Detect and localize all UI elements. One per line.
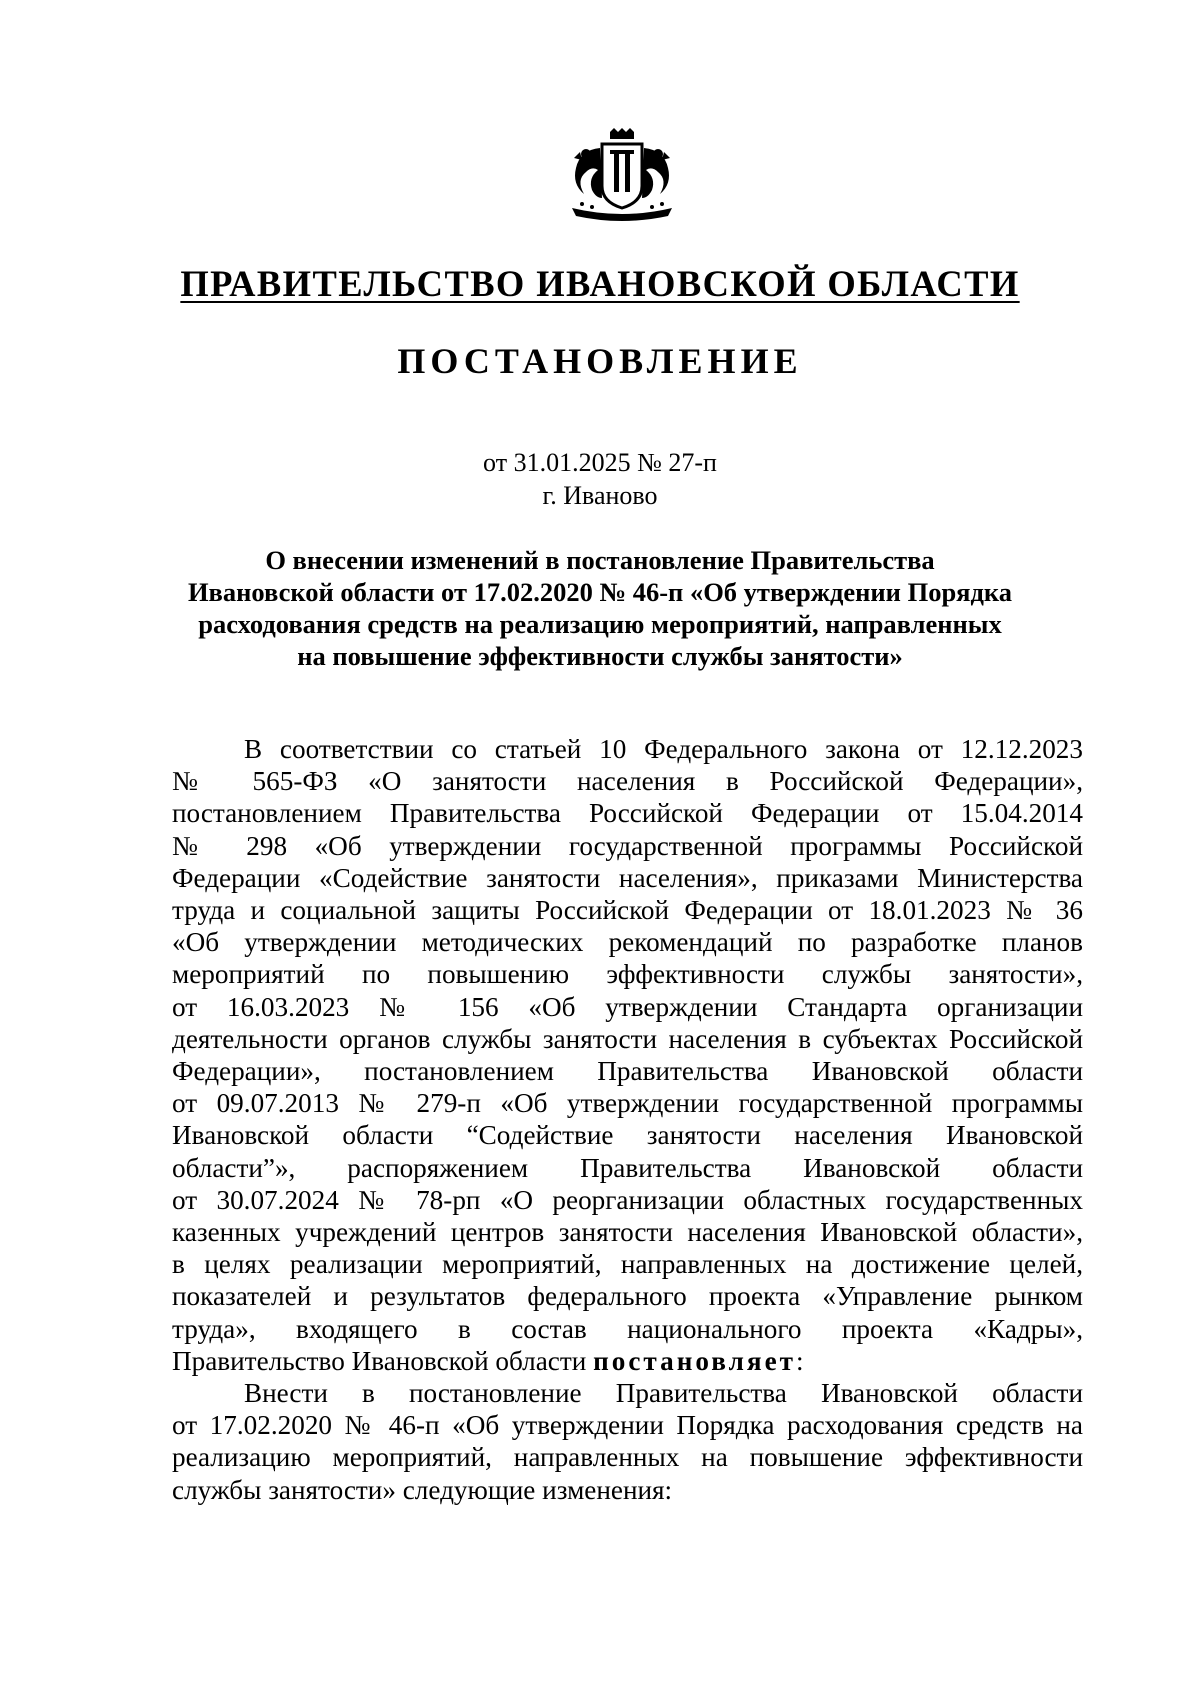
preamble-line: области”», распоряжением Правительства Ивановской области xyxy=(172,1152,1083,1183)
preamble-line: № 565-ФЗ «О занятости населения в Российской Федерации», xyxy=(172,766,1083,797)
preamble-line: деятельности органов службы занятости населения в субъектах Российской xyxy=(172,1023,1083,1054)
resolution-verb: постановляет xyxy=(593,1345,797,1376)
document-subject xyxy=(160,544,1040,672)
amend-line: Внести в постановление Правительства Ивановской области xyxy=(244,1378,1083,1409)
amend-line: службы занятости» следующие изменения: xyxy=(172,1474,673,1505)
resolution-line xyxy=(172,1345,1083,1377)
document-type: ПОСТАНОВЛЕНИЕ xyxy=(397,341,803,381)
subject-line: расходования средств на реализацию мероприятий, направленных xyxy=(198,609,1002,639)
organization-title xyxy=(0,264,1200,304)
preamble-line: постановлением Правительства Российской Федерации от 15.04.2014 xyxy=(172,798,1083,829)
resolution-suffix: : xyxy=(796,1345,804,1376)
preamble-line: труда», входящего в состав национального проекта «Кадры», xyxy=(172,1313,1083,1344)
subject-line: Ивановской области от 17.02.2020 № 46-п «Об утверждении Порядка xyxy=(187,577,1013,607)
preamble-line: в целях реализации мероприятий, направленных на достижение целей, xyxy=(172,1249,1083,1280)
preamble-line: № 298 «Об утверждении государственной программы Российской xyxy=(172,830,1083,861)
organization-name: ПРАВИТЕЛЬСТВО ИВАНОВСКОЙ ОБЛАСТИ xyxy=(180,263,1020,304)
subject-line: О внесении изменений в постановление Правительства xyxy=(265,545,935,575)
resolution-prefix: Правительство Ивановской области xyxy=(172,1345,594,1376)
amend-line: реализацию мероприятий, направленных на повышение эффективности xyxy=(172,1442,1083,1473)
preamble-line: от 09.07.2013 № 279-п «Об утверждении государственной программы xyxy=(172,1088,1083,1119)
preamble-line: мероприятий по повышению эффективности службы занятости», xyxy=(172,959,1083,990)
preamble-line: Ивановской области “Содействие занятости населения Ивановской xyxy=(172,1120,1083,1151)
subject-line: на повышение эффективности службы занятости» xyxy=(297,641,903,671)
date-and-number: от 31.01.2025 № 27-п xyxy=(483,448,717,477)
preamble-line: от 16.03.2023 № 156 «Об утверждении Стандарта организации xyxy=(172,991,1083,1022)
preamble-line: «Об утверждении методических рекомендаций по разработке планов xyxy=(172,927,1083,958)
preamble-line: показателей и результатов федерального проекта «Управление рынком xyxy=(172,1281,1083,1312)
preamble-line: В соответствии со статьей 10 Федерального закона от 12.12.2023 xyxy=(244,734,1083,764)
coat-of-arms-icon xyxy=(562,128,682,226)
city-name: г. Иваново xyxy=(542,481,658,510)
preamble-line: от 30.07.2024 № 78-рп «О реорганизации областных государственных xyxy=(172,1184,1083,1215)
preamble-line: Федерации», постановлением Правительства Ивановской области xyxy=(172,1056,1083,1087)
preamble-line: Федерации «Содействие занятости населения», приказами Министерства xyxy=(172,862,1083,893)
amend-line: от 17.02.2020 № 46-п «Об утверждении Порядка расходования средств на xyxy=(172,1410,1083,1441)
preamble-line: казенных учреждений центров занятости населения Ивановской области», xyxy=(172,1217,1083,1248)
preamble-line: труда и социальной защиты Российской Федерации от 18.01.2023 № 36 xyxy=(172,895,1083,926)
document-body xyxy=(172,733,1083,1506)
